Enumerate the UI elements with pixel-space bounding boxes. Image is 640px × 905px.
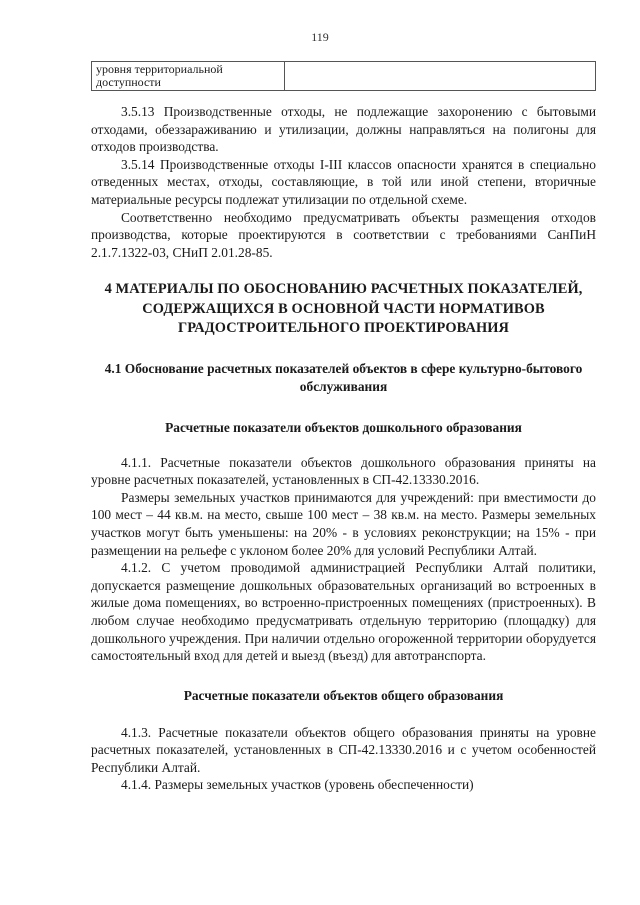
table-cell: уровня территориальной доступности <box>92 62 285 91</box>
paragraph-4-1-3: 4.1.3. Расчетные показатели объектов общего образования приняты на уровне расчетных показателей, установленных в СП-42.13330.2016 и с учетом особенностей Республики Алтай. <box>91 724 596 775</box>
section-heading-preschool: Расчетные показатели объектов дошкольного образования <box>165 419 522 435</box>
paragraph-3-5-14: 3.5.14 Производственные отходы I-III классов опасности хранятся в специально отведенных местах, отходы, составляющие, в той или иной степени, вторичные материальные ресурсы подлежат утилизации по отдельной схеме. <box>91 156 596 207</box>
continued-table <box>91 61 596 91</box>
table-cell <box>285 62 596 91</box>
table-row <box>92 62 596 91</box>
paragraph-4-1-4: 4.1.4. Размеры земельных участков (уровень обеспеченности) <box>121 777 474 793</box>
paragraph-4-1-1: 4.1.1. Расчетные показатели объектов дошкольного образования приняты на уровне расчетных показателей, установленных в СП-42.13330.2016. <box>91 454 596 488</box>
subsection-heading: 4.1 Обоснование расчетных показателей объектов в сфере культурно-бытового обслуживания <box>104 360 583 394</box>
document-body <box>91 103 596 794</box>
paragraph-land-plots: Размеры земельных участков принимаются для учреждений: при вместимости до 100 мест – 44 кв.м. на место, свыше 100 мест – 38 кв.м. на место. Размеры земельных участков могут быть уменьшены: на 20% - в условиях реконструкции; на 15% - при размещении на рельефе с уклоном более 20% для условий Республики Алтай. <box>91 489 596 558</box>
paragraph-4-1-2: 4.1.2. С учетом проводимой администрацией Республики Алтай политики, допускается размещение дошкольных образовательных организаций во встроенных в жилые дома помещениях, во встроенно-пристроенных помещениях (пристроенных). В любом случае необходимо предусматривать отдельную территорию (площадку) для дошкольного учреждения. При наличии отдельно огороженной территории оборудуется самостоятельный вход для детей и выезд (въезд) для автотранспорта. <box>91 560 596 664</box>
section-heading-general: Расчетные показатели объектов общего образования <box>183 687 504 703</box>
page-number: 119 <box>311 30 329 44</box>
paragraph-waste-facilities: Соответственно необходимо предусматривать объекты размещения отходов производства, которые проектируются в соответствии с требованиями СанПиН 2.1.7.1322-03, СНиП 2.01.28-85. <box>91 209 596 260</box>
chapter-heading: 4 МАТЕРИАЛЫ ПО ОБОСНОВАНИЮ РАСЧЕТНЫХ ПОКАЗАТЕЛЕЙ, СОДЕРЖАЩИХСЯ В ОСНОВНОЙ ЧАСТИ НОРМАТИВОВ ГРАДОСТРОИТЕЛЬНОГО ПРОЕКТИРОВАНИЯ <box>104 281 583 337</box>
paragraph-3-5-13: 3.5.13 Производственные отходы, не подлежащие захоронению с бытовыми отходами, обеззараживанию и утилизации, должны направляться на полигоны для отходов производства. <box>91 104 596 155</box>
